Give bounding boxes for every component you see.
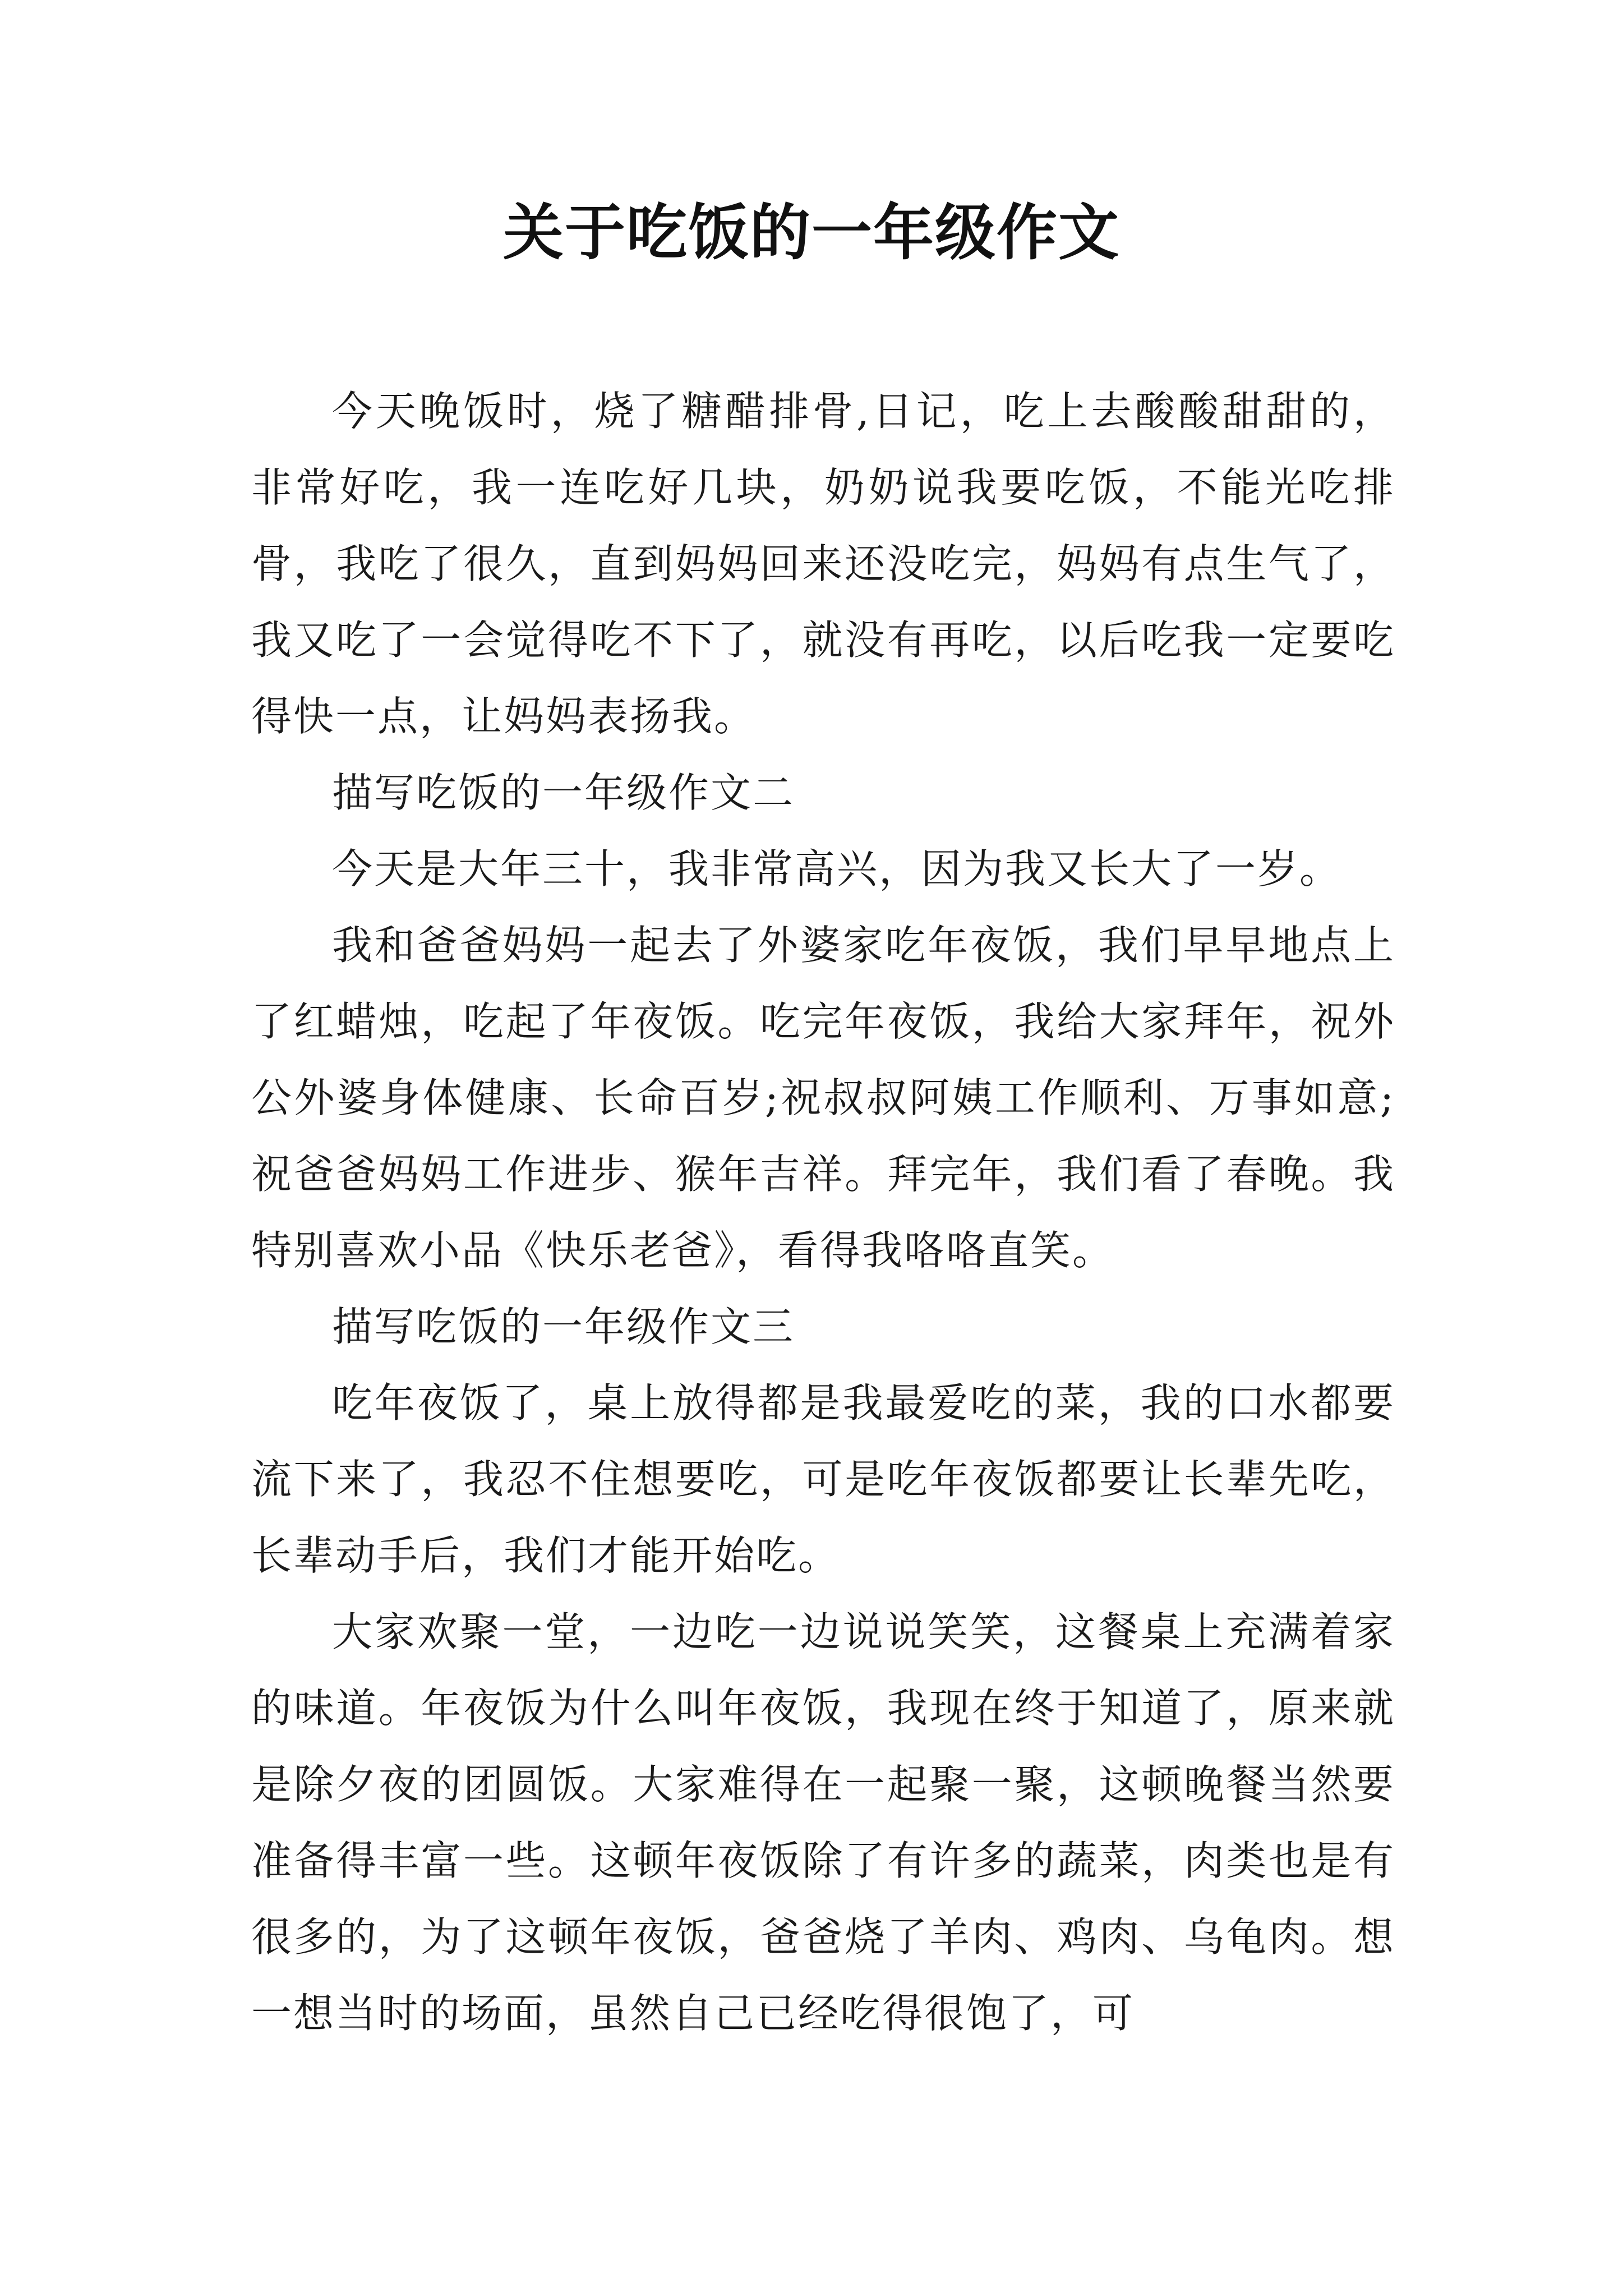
paragraph: 吃年夜饭了，桌上放得都是我最爱吃的菜，我的口水都要流下来了，我忍不住想要吃，可是吃年夜饭都要让长辈先吃，长辈动手后，我们才能开始吃。	[251, 1379, 1395, 1579]
section-heading: 描写吃饭的一年级作文二	[332, 769, 795, 816]
paragraph: 我和爸爸妈妈一起去了外婆家吃年夜饭，我们早早地点上了红蜡烛，吃起了年夜饭。吃完年夜饭，我给大家拜年，祝外公外婆身体健康、长命百岁;祝叔叔阿姨工作顺利、万事如意;祝爸爸妈妈工作进步、猴年吉祥。拜完年，我们看了春晚。我特别喜欢小品《快乐老爸》，看得我咯咯直笑。	[251, 922, 1395, 1274]
paragraph: 大家欢聚一堂，一边吃一边说说笑笑，这餐桌上充满着家的味道。年夜饭为什么叫年夜饭，我现在终于知道了，原来就是除夕夜的团圆饭。大家难得在一起聚一聚，这顿晚餐当然要准备得丰富一些。这顿年夜饭除了有许多的蔬菜，肉类也是有很多的，为了这顿年夜饭，爸爸烧了羊肉、鸡肉、乌龟肉。想一想当时的场面，虽然自己已经吃得很饱了，可	[251, 1608, 1395, 2037]
document-title: 关于吃饭的一年级作文	[502, 197, 1120, 268]
paragraph: 今天晚饭时，烧了糖醋排骨,日记，吃上去酸酸甜甜的，非常好吃，我一连吃好几块，奶奶说我要吃饭，不能光吃排骨，我吃了很久，直到妈妈回来还没吃完，妈妈有点生气了，我又吃了一会觉得吃不下了，就没有再吃，以后吃我一定要吃得快一点，让妈妈表扬我。	[251, 388, 1395, 740]
document-body	[251, 373, 1395, 2051]
section-heading: 描写吃饭的一年级作文三	[332, 1303, 795, 1350]
paragraph: 今天是大年三十，我非常高兴，因为我又长大了一岁。	[332, 845, 1342, 892]
